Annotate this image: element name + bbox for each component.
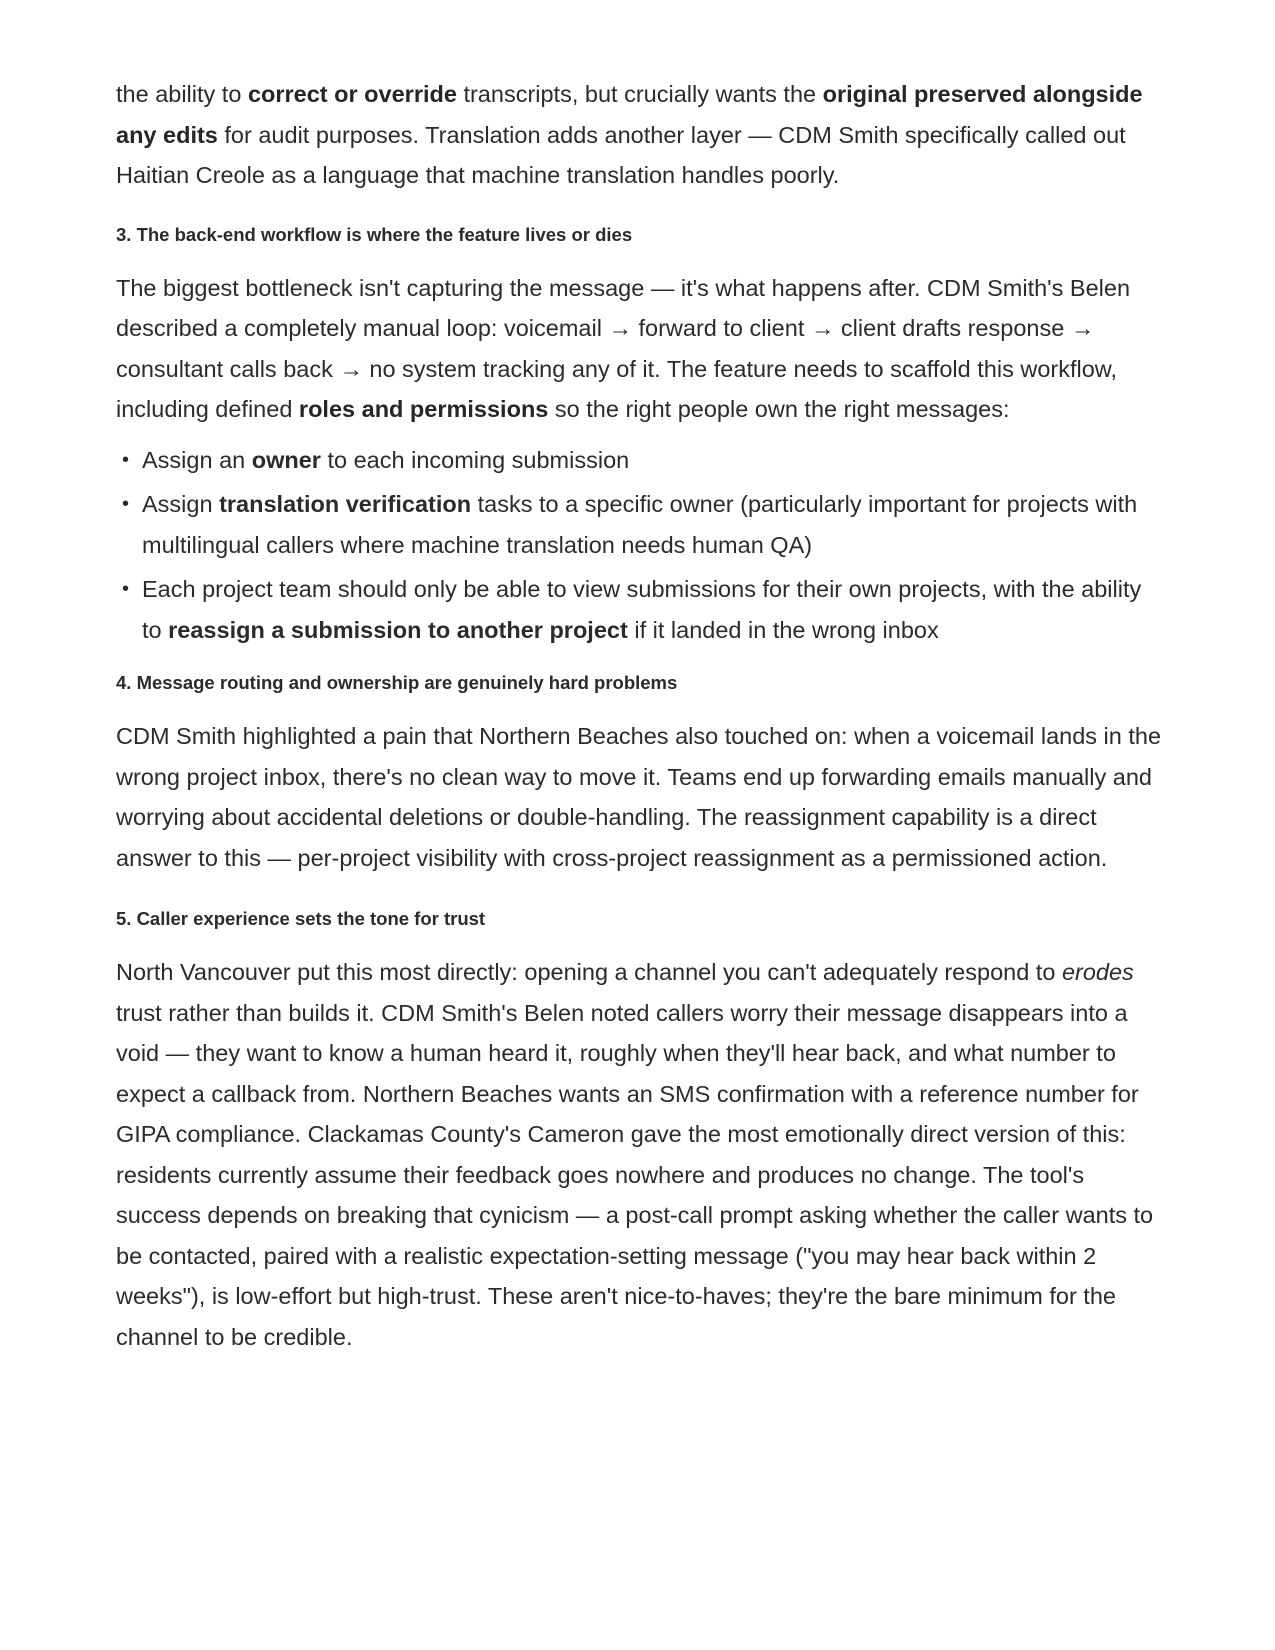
section-4-paragraph: CDM Smith highlighted a pain that Northern Beaches also touched on: when a voicemail lands in the wrong project inbox, there's no clean way to move it. Teams end up forwarding emails manually and worrying about accidental deletions or double-handling. The reassignment capability is a direct answer to this — per-project visibility with cross-project reassignment as a permissioned action.	[116, 723, 1162, 871]
list-item	[116, 484, 1166, 565]
bullet-text: to each incoming submission	[320, 446, 630, 473]
section-5-italic: erodes	[1061, 959, 1134, 985]
bullet-text: Assign an	[142, 446, 252, 473]
list-item	[116, 569, 1166, 650]
bullet-text: tasks to a specific owner (particularly important for projects with multilingual callers where machine translation needs human QA)	[142, 491, 1138, 558]
section-3-bullet-list	[116, 440, 1166, 651]
intro-text-1: the ability to	[116, 81, 248, 107]
bullet-icon: •	[122, 578, 130, 600]
bullet-text: Assign	[142, 491, 220, 517]
section-5-text-end: trust rather than builds it. CDM Smith's Belen noted callers worry their message disappears into a void — they want to know a human heard it, roughly when they'll hear back, and what number to expect a callback from. Northern Beaches wants an SMS confirmation with a reference number for GIPA compliance. Clackamas County's Cameron gave the most emotionally direct version of this: residents currently assume their feedback goes nowhere and produces no change. The tool's success depends on breaking that cynicism — a post-call prompt asking whether the caller wants to be contacted, paired with a realistic expectation-setting message ("you may hear back within 2 weeks"), is low-effort but high-trust. These aren't nice-to-haves; they're the bare minimum for the channel to be credible.	[116, 999, 1154, 1350]
section-4-heading: 4. Message routing and ownership are genuinely hard problems	[116, 672, 678, 693]
intro-bold-2: original preserved alongside any edits	[116, 81, 1143, 148]
intro-paragraph	[116, 74, 1166, 196]
intro-bold-1: correct or override	[247, 81, 457, 107]
bullet-bold: translation verification	[219, 491, 472, 517]
section-3-paragraph	[116, 268, 1166, 430]
bullet-icon: •	[122, 448, 130, 471]
section-3-bold: roles and permissions	[298, 396, 549, 422]
section-5-text: North Vancouver put this most directly: opening a channel you can't adequately respond to	[116, 959, 1062, 985]
section-3-heading: 3. The back-end workflow is where the feature lives or dies	[116, 223, 633, 245]
document-page	[116, 74, 1166, 1357]
bullet-text: if it landed in the wrong inbox	[627, 616, 939, 643]
bullet-icon: •	[122, 493, 130, 515]
section-5-paragraph	[116, 952, 1166, 1357]
bullet-bold: reassign a submission to another project	[168, 616, 628, 643]
bullet-bold: owner	[251, 446, 321, 473]
section-3-text-end: so the right people own the right messages:	[548, 396, 1010, 422]
section-5-heading: 5. Caller experience sets the tone for trust	[116, 908, 486, 929]
intro-text-3: for audit purposes. Translation adds another layer — CDM Smith specifically called out Haitian Creole as a language that machine translation handles poorly.	[116, 121, 1126, 188]
bullet-text: Each project team should only be able to view submissions for their own projects, with the ability to	[142, 576, 1142, 643]
list-item	[116, 440, 1166, 481]
intro-text-2: transcripts, but crucially wants the	[456, 81, 823, 107]
section-3-text: The biggest bottleneck isn't capturing the message — it's what happens after. CDM Smith's Belen described a completely manual loop: voicemail → forward to client → client drafts response → consultant calls back → no system tracking any of it. The feature needs to scaffold this workflow, including defined	[116, 274, 1131, 422]
